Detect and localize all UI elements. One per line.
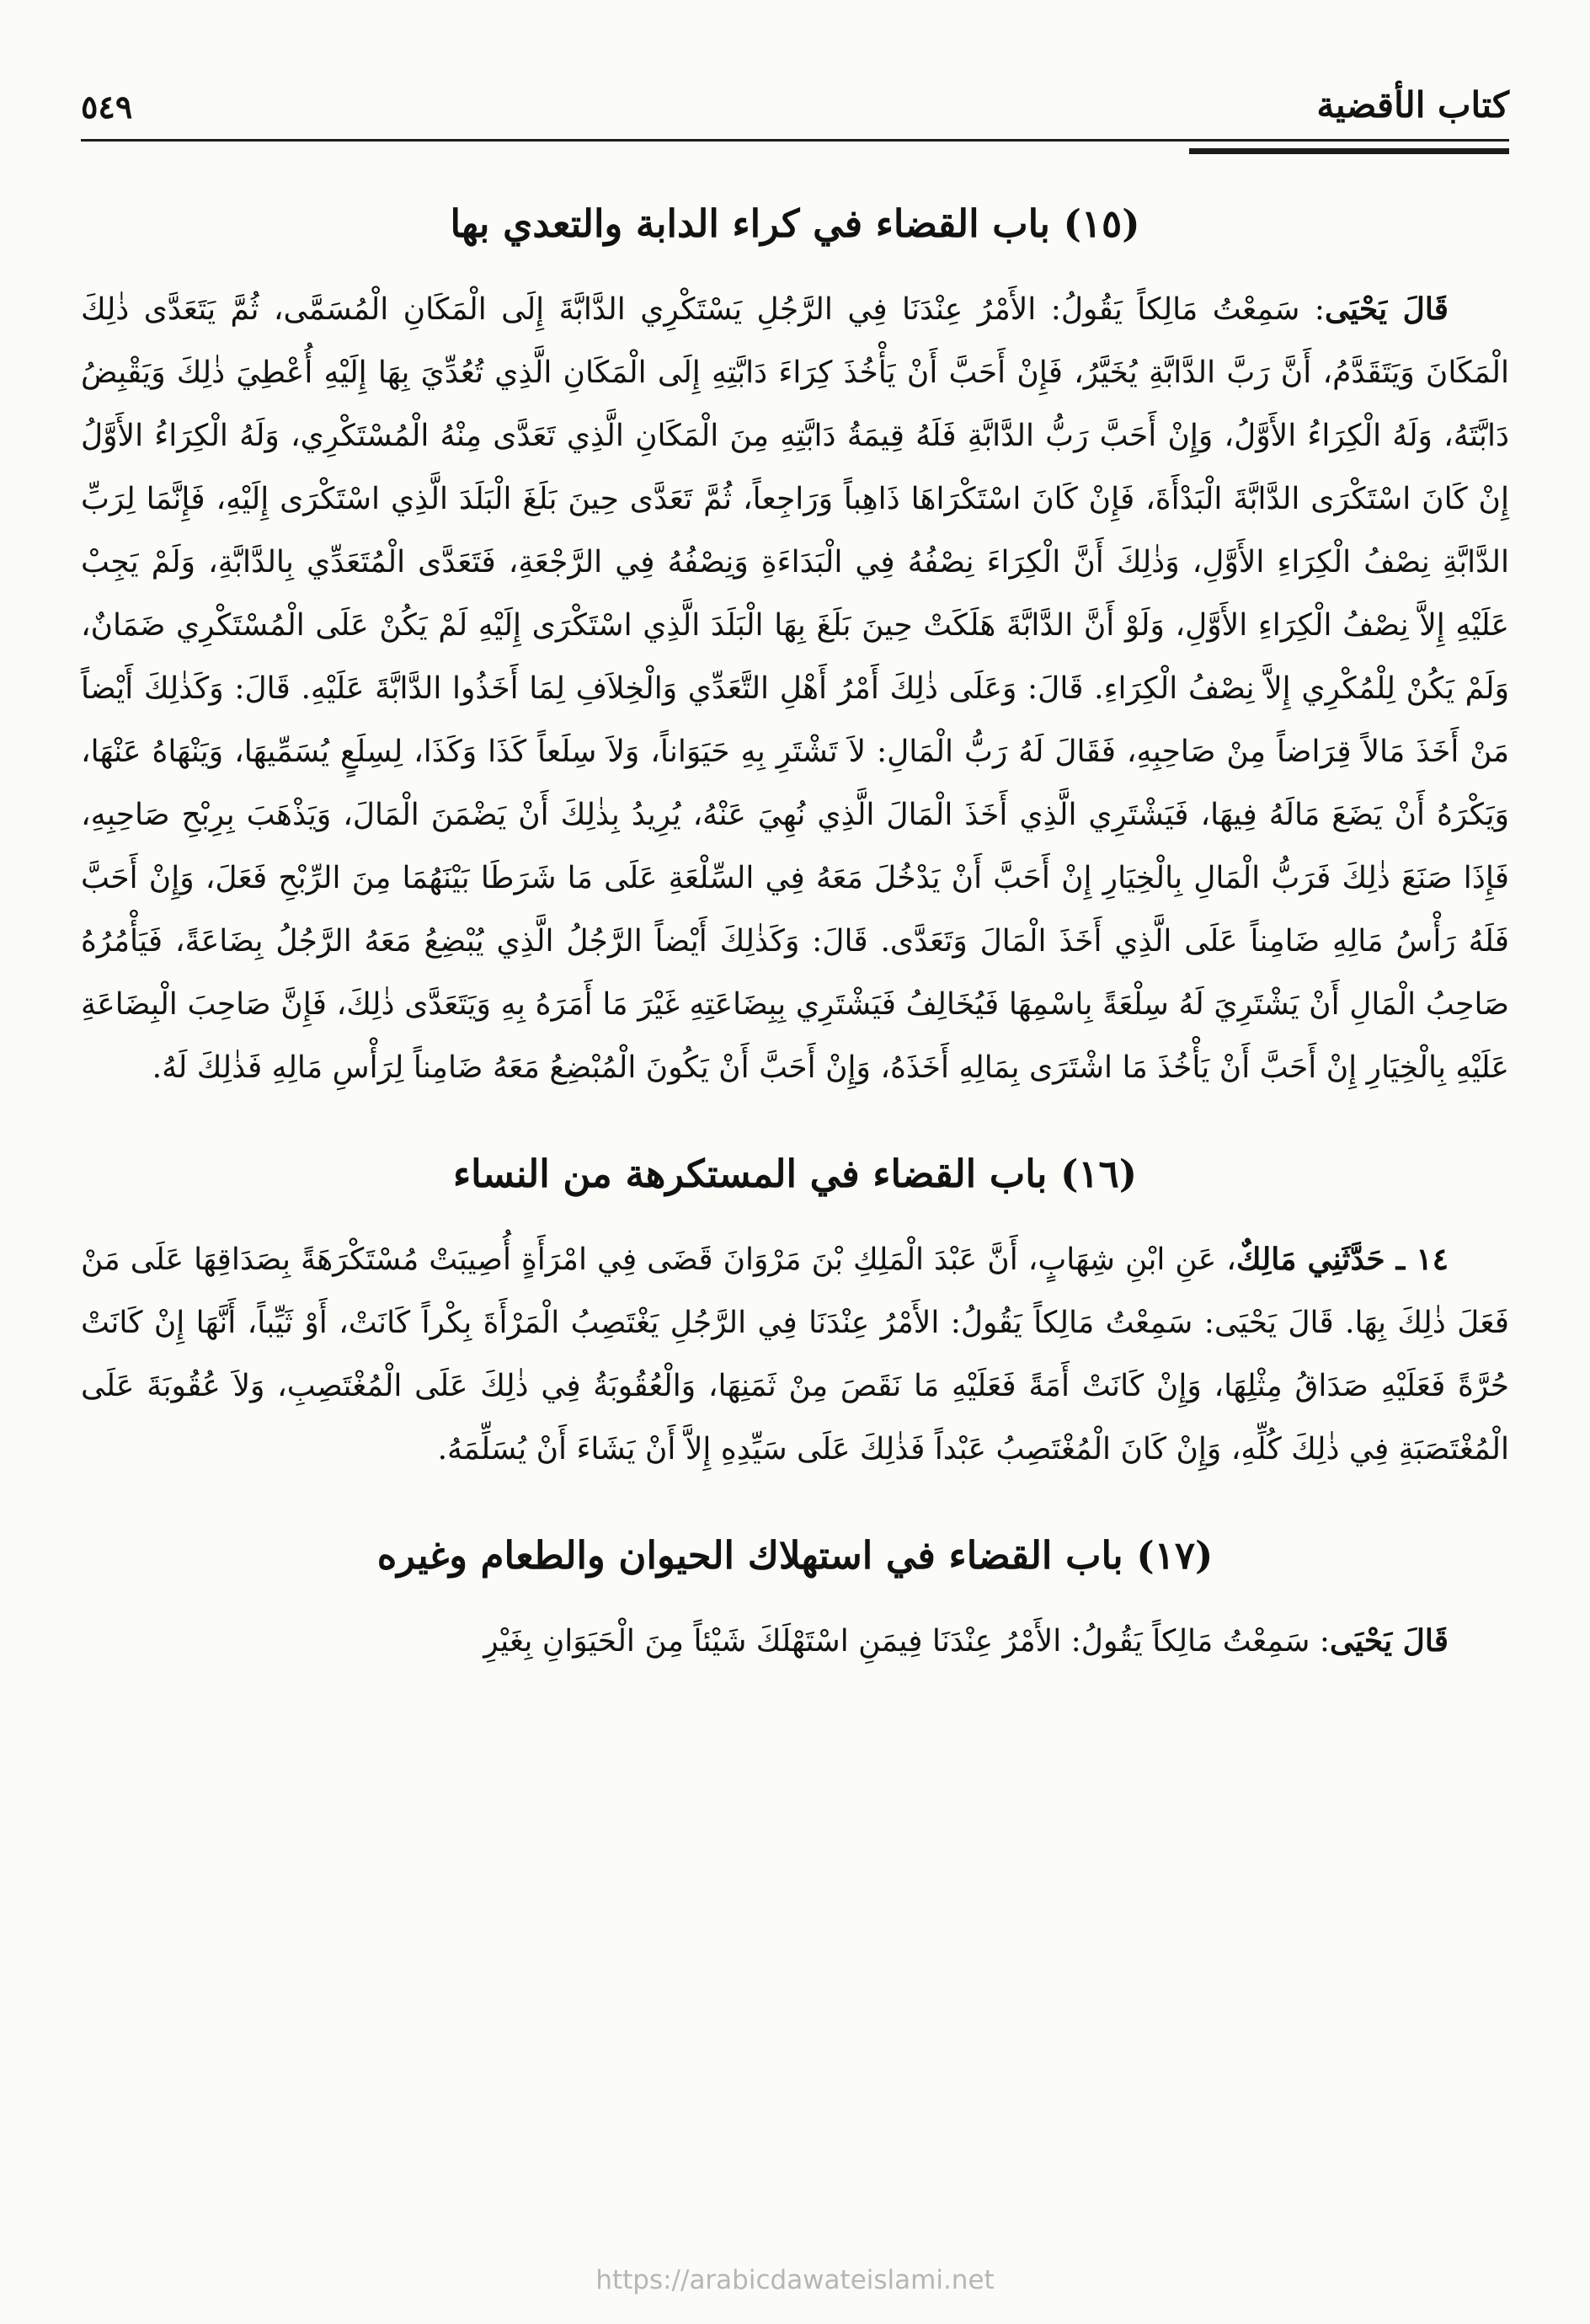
chapter-17-paragraph	[81, 1610, 1509, 1673]
header-rule-thin	[81, 139, 1509, 142]
page-body	[81, 201, 1509, 1673]
book-title: كتاب الأقضية	[1316, 84, 1509, 126]
narrator-lead-17: قَالَ يَحْيَى	[1330, 1623, 1449, 1659]
chapter-15-paragraph	[81, 278, 1509, 1099]
section-chapter-15	[81, 201, 1509, 1099]
chapter-16-text: ، عَنِ ابْنِ شِهَابٍ، أَنَّ عَبْدَ الْمَلِكِ بْنَ مَرْوَانَ قَضَى فِي امْرَأَةٍ أُصِيبَتْ مُسْتَكْرَهَةً بِصَدَاقِهَا عَلَى مَنْ فَعَلَ ذٰلِكَ بِهَا. قَالَ يَحْيَى: سَمِعْتُ مَالِكاً يَقُولُ: الأَمْرُ عِنْدَنَا فِي الرَّجُلِ يَغْتَصِبُ الْمَرْأَةَ بِكْراً كَانَتْ، أَوْ ثَيِّباً، أَنَّهَا إِنْ كَانَتْ حُرَّةً فَعَلَيْهِ صَدَاقُ مِثْلِهَا، وَإِنْ كَانَتْ أَمَةً فَعَلَيْهِ مَا نَقَصَ مِنْ ثَمَنِهَا، وَالْعُقُوبَةُ فِي ذٰلِكَ عَلَى الْمُغْتَصِبِ، وَلاَ عُقُوبَةَ عَلَى الْمُغْتَصَبَةِ فِي ذٰلِكَ كُلِّهِ، وَإِنْ كَانَ الْمُغْتَصِبُ عَبْداً فَذٰلِكَ عَلَى سَيِّدِهِ إِلاَّ أَنْ يَشَاءَ أَنْ يُسَلِّمَهُ.	[81, 1242, 1509, 1467]
chapter-17-text: : سَمِعْتُ مَالِكاً يَقُولُ: الأَمْرُ عِنْدَنَا فِيمَنِ اسْتَهْلَكَ شَيْئاً مِنَ الْحَيَوَانِ بِغَيْرِ	[483, 1624, 1330, 1659]
section-chapter-17	[81, 1533, 1509, 1673]
page-header	[81, 84, 1509, 126]
header-rule-thick	[1189, 148, 1509, 154]
chapter-heading-15: (١٥) باب القضاء في كراء الدابة والتعدي بها	[450, 201, 1140, 246]
watermark-url: https://arabicdawateislami.net	[595, 2265, 995, 2295]
chapter-16-paragraph	[81, 1228, 1509, 1481]
narrator-lead-15: قَالَ يَحْيَى	[1325, 291, 1449, 327]
chapter-heading-17: (١٧) باب القضاء في استهلاك الحيوان والطعام وغيره	[376, 1533, 1214, 1578]
hadith-number-lead-16: ١٤ ـ حَدَّثَنِي مَالِكٌ	[1235, 1242, 1449, 1277]
header-rule	[81, 139, 1509, 154]
chapter-15-text: : سَمِعْتُ مَالِكاً يَقُولُ: الأَمْرُ عِنْدَنَا فِي الرَّجُلِ يَسْتَكْرِي الدَّابَّةَ إِلَى الْمَكَانِ الْمُسَمَّى، ثُمَّ يَتَعَدَّى ذٰلِكَ الْمَكَانَ وَيَتَقَدَّمُ، أَنَّ رَبَّ الدَّابَّةِ يُخَيَّرُ، فَإِنْ أَحَبَّ أَنْ يَأْخُذَ كِرَاءَ دَابَّتِهِ إِلَى الْمَكَانِ الَّذِي تُعُدِّيَ بِهَا إِلَيْهِ أُعْطِيَ ذٰلِكَ وَيَقْبِضُ دَابَّتَهُ، وَلَهُ الْكِرَاءُ الأَوَّلُ، وَإِنْ أَحَبَّ رَبُّ الدَّابَّةِ فَلَهُ قِيمَةُ دَابَّتِهِ مِنَ الْمَكَانِ الَّذِي تَعَدَّى مِنْهُ الْمُسْتَكْرِي، وَلَهُ الْكِرَاءُ الأَوَّلُ إِنْ كَانَ اسْتَكْرَى الدَّابَّةَ الْبَدْأَةَ، فَإِنْ كَانَ اسْتَكْرَاهَا ذَاهِباً وَرَاجِعاً، ثُمَّ تَعَدَّى حِينَ بَلَغَ الْبَلَدَ الَّذِي اسْتَكْرَى إِلَيْهِ، فَإِنَّمَا لِرَبِّ الدَّابَّةِ نِصْفُ الْكِرَاءِ الأَوَّلِ، وَذٰلِكَ أَنَّ الْكِرَاءَ نِصْفُهُ فِي الْبَدَاءَةِ وَنِصْفُهُ فِي الرَّجْعَةِ، فَتَعَدَّى الْمُتَعَدِّي بِالدَّابَّةِ، وَلَمْ يَجِبْ عَلَيْهِ إِلاَّ نِصْفُ الْكِرَاءِ الأَوَّلِ، وَلَوْ أَنَّ الدَّابَّةَ هَلَكَتْ حِينَ بَلَغَ بِهَا الْبَلَدَ الَّذِي اسْتَكْرَى إِلَيْهِ لَمْ يَكُنْ عَلَى الْمُسْتَكْرِي ضَمَانٌ، وَلَمْ يَكُنْ لِلْمُكْرِي إِلاَّ نِصْفُ الْكِرَاءِ. قَالَ: وَعَلَى ذٰلِكَ أَمْرُ أَهْلِ التَّعَدِّي وَالْخِلاَفِ لِمَا أَخَذُوا الدَّابَّةَ عَلَيْهِ. قَالَ: وَكَذٰلِكَ أَيْضاً مَنْ أَخَذَ مَالاً قِرَاضاً مِنْ صَاحِبِهِ، فَقَالَ لَهُ رَبُّ الْمَالِ: لاَ تَشْتَرِ بِهِ حَيَوَاناً، وَلاَ سِلَعاً كَذَا وَكَذَا، لِسِلَعٍ يُسَمِّيهَا، وَيَنْهَاهُ عَنْهَا، وَيَكْرَهُ أَنْ يَضَعَ مَالَهُ فِيهَا، فَيَشْتَرِي الَّذِي أَخَذَ الْمَالَ الَّذِي نُهِيَ عَنْهُ، يُرِيدُ بِذٰلِكَ أَنْ يَضْمَنَ الْمَالَ، وَيَذْهَبَ بِرِبْحِ صَاحِبِهِ، فَإِذَا صَنَعَ ذٰلِكَ فَرَبُّ الْمَالِ بِالْخِيَارِ إِنْ أَحَبَّ أَنْ يَدْخُلَ مَعَهُ فِي السِّلْعَةِ عَلَى مَا شَرَطَا بَيْنَهُمَا مِنَ الرِّبْحِ فَعَلَ، وَإِنْ أَحَبَّ فَلَهُ رَأْسُ مَالِهِ ضَامِناً عَلَى الَّذِي أَخَذَ الْمَالَ وَتَعَدَّى. قَالَ: وَكَذٰلِكَ أَيْضاً الرَّجُلُ الَّذِي يُبْضِعُ مَعَهُ الرَّجُلُ بِضَاعَةً، فَيَأْمُرُهُ صَاحِبُ الْمَالِ أَنْ يَشْتَرِيَ لَهُ سِلْعَةً بِاسْمِهَا فَيُخَالِفُ فَيَشْتَرِي بِبِضَاعَتِهِ غَيْرَ مَا أَمَرَهُ بِهِ وَيَتَعَدَّى ذٰلِكَ، فَإِنَّ صَاحِبَ الْبِضَاعَةِ عَلَيْهِ بِالْخِيَارِ إِنْ أَحَبَّ أَنْ يَأْخُذَ مَا اشْتَرَى بِمَالِهِ أَخَذَهُ، وَإِنْ أَحَبَّ أَنْ يَكُونَ الْمُبْضِعُ مَعَهُ ضَامِناً لِرَأْسِ مَالِهِ فَذٰلِكَ لَهُ.	[81, 292, 1509, 1085]
section-chapter-16	[81, 1151, 1509, 1481]
chapter-heading-16: (١٦) باب القضاء في المستكرهة من النساء	[452, 1151, 1138, 1196]
page-number: ٥٤٩	[81, 88, 133, 126]
